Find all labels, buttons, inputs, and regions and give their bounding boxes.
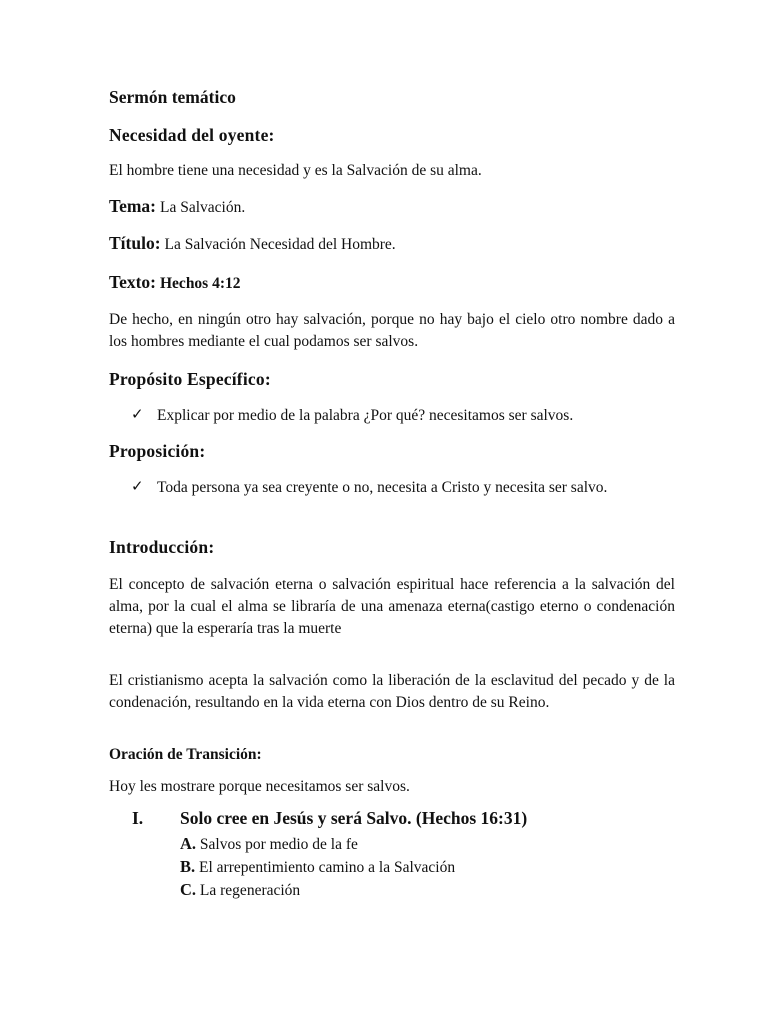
point-text: El arrepentimiento camino a la Salvación: [199, 859, 456, 876]
outline-point: [180, 857, 455, 877]
outline-numeral: I.: [132, 808, 144, 828]
check-mark-icon: ✓: [131, 407, 144, 423]
check-mark-icon: ✓: [131, 479, 144, 495]
tema-line: [109, 196, 675, 217]
titulo-value: La Salvación Necesidad del Hombre.: [164, 236, 396, 253]
proposicion-heading: Proposición:: [109, 441, 206, 461]
point-text: Salvos por medio de la fe: [199, 836, 358, 853]
verse-text: De hecho, en ningún otro hay salvación, porque no hay bajo el cielo otro nombre dado a los hombres mediante el cual podamos ser salvos.: [109, 311, 675, 350]
proposito-item: Explicar por medio de la palabra ¿Por qué? necesitamos ser salvos.: [157, 407, 574, 424]
texto-line: [109, 272, 675, 293]
document-title: Sermón temático: [109, 87, 236, 107]
titulo-label: Título:: [109, 233, 161, 253]
point-letter: C.: [180, 880, 197, 899]
transicion-text: Hoy les mostrare porque necesitamos ser salvos.: [109, 778, 410, 795]
proposicion-item: Toda persona ya sea creyente o no, necesita a Cristo y necesita ser salvo.: [157, 479, 608, 496]
point-letter: A.: [180, 834, 197, 853]
proposito-heading: Propósito Específico:: [109, 369, 271, 389]
outline-point: [180, 834, 358, 854]
need-heading: Necesidad del oyente:: [109, 125, 275, 145]
intro-paragraph: El cristianismo acepta la salvación como la liberación de la esclavitud del pecado y de la condenación, resultando en la vida eterna con Dios dentro de su Reino.: [109, 672, 675, 711]
intro-paragraph: El concepto de salvación eterna o salvación espiritual hace referencia a la salvación del alma, por la cual el alma se libraría de una amenaza eterna(castigo eterno o condenación eterna) que la esperaría tras la muerte: [109, 576, 675, 637]
need-text: El hombre tiene una necesidad y es la Salvación de su alma.: [109, 162, 482, 179]
introduccion-heading: Introducción:: [109, 537, 215, 557]
point-letter: B.: [180, 857, 196, 876]
texto-reference: Hechos 4:12: [160, 275, 241, 292]
outline-heading: Solo cree en Jesús y será Salvo. (Hechos 16:31): [180, 808, 528, 828]
texto-label: Texto:: [109, 272, 156, 292]
tema-label: Tema:: [109, 196, 156, 216]
outline-point: [180, 880, 300, 900]
transicion-heading: Oración de Transición:: [109, 746, 262, 763]
titulo-line: [109, 233, 675, 254]
tema-value: La Salvación.: [160, 199, 246, 216]
point-text: La regeneración: [199, 882, 301, 899]
